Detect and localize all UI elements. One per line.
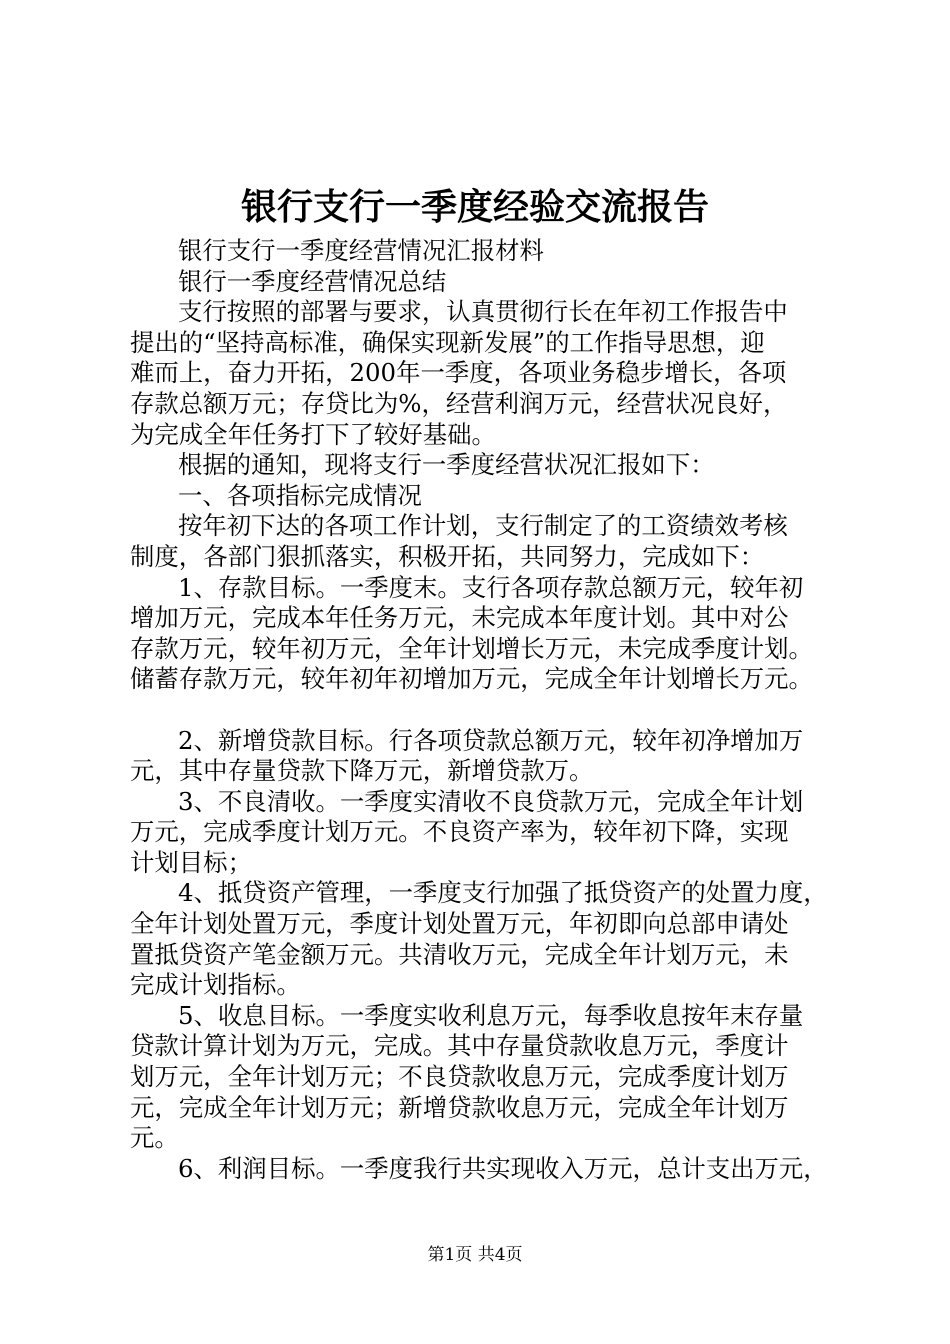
paragraph-line: 制度，各部门狠抓落实，积极开拓，共同努力，完成如下： [130, 541, 765, 571]
paragraph-line: 划万元，全年计划万元；不良贷款收息万元，完成季度计划万 [130, 1062, 789, 1092]
paragraph-line: 按年初下达的各项工作计划，支行制定了的工资绩效考核 [178, 511, 788, 541]
paragraph-line: 完成计划指标。 [130, 970, 301, 1000]
paragraph-line: 置抵贷资产笔金额万元。共清收万元，完成全年计划万元，未 [130, 939, 789, 969]
paragraph-line: 元。 [130, 1123, 179, 1153]
paragraph-line: 存款总额万元；存贷比为%，经营利润万元，经营状况良好， [130, 388, 788, 418]
paragraph-line: 提出的“坚持高标准，确保实现新发展”的工作指导思想，迎 [130, 327, 765, 357]
paragraph-line: 万元，完成季度计划万元。不良资产率为，较年初下降，实现 [130, 817, 789, 847]
paragraph-line: 元，其中存量贷款下降万元，新增贷款万。 [130, 756, 594, 786]
page-footer: 第1页 共4页 [427, 1245, 523, 1265]
paragraph-line: 1、存款目标。一季度末。支行各项存款总额万元，较年初 [178, 572, 804, 602]
paragraph-line: 储蓄存款万元，较年初年初增加万元，完成全年计划增长万元。 [130, 664, 813, 694]
paragraph-line: 4、抵贷资产管理，一季度支行加强了抵贷资产的处置力度， [178, 878, 828, 908]
paragraph-line: 难而上，奋力开拓，200年一季度，各项业务稳步增长，各项 [130, 358, 787, 388]
paragraph-line: 5、收息目标。一季度实收利息万元，每季收息按年末存量 [178, 1000, 804, 1030]
paragraph-line: 6、利润目标。一季度我行共实现收入万元，总计支出万元， [178, 1153, 828, 1183]
subtitle-line: 银行支行一季度经营情况汇报材料 [178, 236, 544, 265]
paragraph-line: 存款万元，较年初万元，全年计划增长万元，未完成季度计划。 [130, 633, 813, 663]
paragraph-line: 支行按照的部署与要求，认真贯彻行长在年初工作报告中 [178, 297, 788, 327]
paragraph-line: 2、新增贷款目标。行各项贷款总额万元，较年初净增加万 [178, 725, 804, 755]
paragraph-line: 元，完成全年计划万元；新增贷款收息万元，完成全年计划万 [130, 1092, 789, 1122]
subtitle-line: 银行一季度经营情况总结 [178, 266, 447, 296]
section-heading: 一、各项指标完成情况 [178, 480, 422, 510]
document-title: 银行支行一季度经验交流报告 [240, 186, 709, 228]
paragraph-line: 全年计划处置万元，季度计划处置万元，年初即向总部申请处 [130, 909, 789, 939]
paragraph-line: 增加万元，完成本年任务万元，未完成本年度计划。其中对公 [130, 603, 789, 633]
document-body [130, 236, 850, 1184]
paragraph-line: 为完成全年任务打下了较好基础。 [130, 419, 496, 449]
blank-line [130, 695, 850, 726]
paragraph-line: 根据的通知，现将支行一季度经营状况汇报如下： [178, 450, 715, 480]
paragraph-line: 计划目标； [130, 847, 252, 877]
paragraph-line: 3、不良清收。一季度实清收不良贷款万元，完成全年计划 [178, 786, 804, 816]
paragraph-line: 贷款计算计划为万元，完成。其中存量贷款收息万元，季度计 [130, 1031, 789, 1061]
